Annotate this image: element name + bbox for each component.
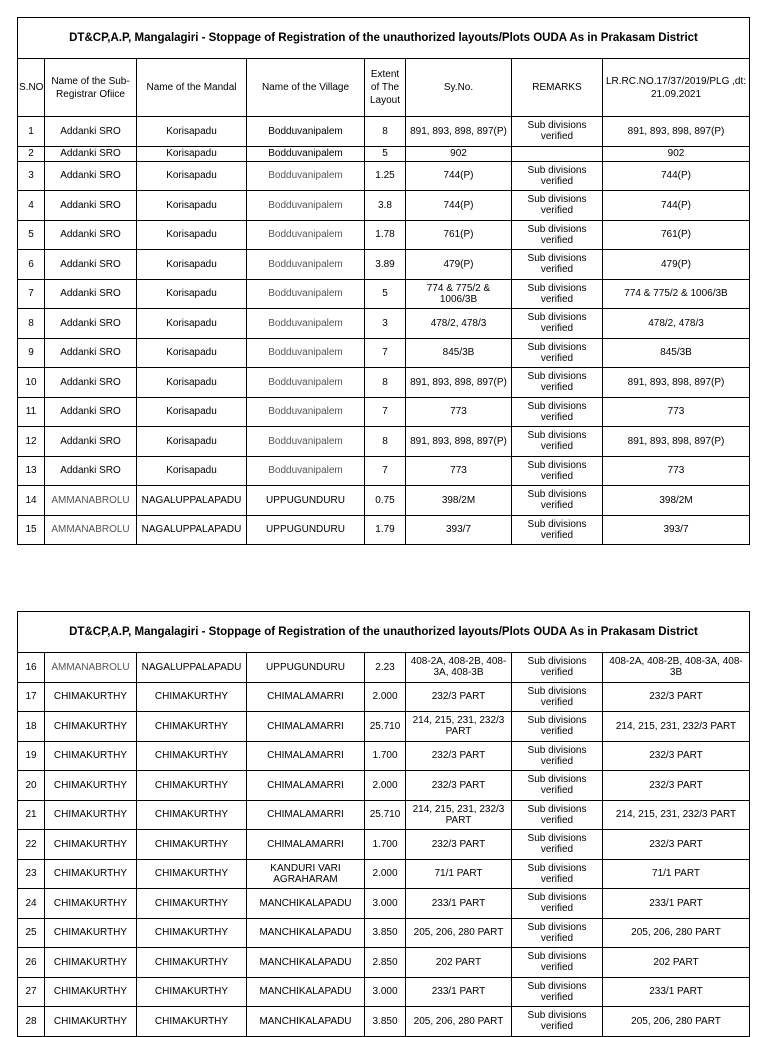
cell-remarks: Sub divisions verified bbox=[512, 889, 603, 919]
cell-sro: CHIMAKURTHY bbox=[45, 889, 137, 919]
header-village: Name of the Village bbox=[247, 59, 365, 117]
cell-extent: 8 bbox=[365, 368, 406, 398]
cell-mandal: CHIMAKURTHY bbox=[137, 712, 247, 742]
cell-village: MANCHIKALAPADU bbox=[247, 889, 365, 919]
cell-mandal: Korisapadu bbox=[137, 456, 247, 486]
table-row bbox=[18, 653, 750, 683]
cell-syno: 891, 893, 898, 897(P) bbox=[406, 368, 512, 398]
cell-lr-rc-no: 232/3 PART bbox=[603, 830, 750, 860]
cell-village: MANCHIKALAPADU bbox=[247, 1007, 365, 1037]
cell-village: Bodduvanipalem bbox=[247, 250, 365, 280]
cell-extent: 1.700 bbox=[365, 830, 406, 860]
cell-village: Bodduvanipalem bbox=[247, 191, 365, 221]
cell-village: KANDURI VARI AGRAHARAM bbox=[247, 859, 365, 889]
cell-village: CHIMALAMARRI bbox=[247, 800, 365, 830]
cell-extent: 1.25 bbox=[365, 161, 406, 191]
cell-lr-rc-no: 478/2, 478/3 bbox=[603, 309, 750, 339]
cell-village: Bodduvanipalem bbox=[247, 117, 365, 147]
cell-lr-rc-no: 393/7 bbox=[603, 515, 750, 545]
cell-syno: 774 & 775/2 & 1006/3B bbox=[406, 279, 512, 309]
cell-mandal: CHIMAKURTHY bbox=[137, 800, 247, 830]
table-row bbox=[18, 1007, 750, 1037]
cell-village: CHIMALAMARRI bbox=[247, 682, 365, 712]
cell-remarks: Sub divisions verified bbox=[512, 220, 603, 250]
cell-remarks: Sub divisions verified bbox=[512, 948, 603, 978]
cell-sno: 8 bbox=[18, 309, 45, 339]
cell-sno: 5 bbox=[18, 220, 45, 250]
cell-remarks: Sub divisions verified bbox=[512, 771, 603, 801]
cell-lr-rc-no: 891, 893, 898, 897(P) bbox=[603, 117, 750, 147]
cell-mandal: NAGALUPPALAPADU bbox=[137, 653, 247, 683]
table-row bbox=[18, 741, 750, 771]
cell-sro: CHIMAKURTHY bbox=[45, 977, 137, 1007]
cell-sno: 17 bbox=[18, 682, 45, 712]
header-mandal: Name of the Mandal bbox=[137, 59, 247, 117]
cell-lr-rc-no: 761(P) bbox=[603, 220, 750, 250]
table-row bbox=[18, 220, 750, 250]
cell-syno: 205, 206, 280 PART bbox=[406, 1007, 512, 1037]
table-row bbox=[18, 279, 750, 309]
cell-extent: 7 bbox=[365, 338, 406, 368]
cell-extent: 8 bbox=[365, 427, 406, 457]
header-row bbox=[18, 59, 750, 117]
header-sro: Name of the Sub-Registrar Ofiice bbox=[45, 59, 137, 117]
cell-syno: 232/3 PART bbox=[406, 741, 512, 771]
cell-village: Bodduvanipalem bbox=[247, 146, 365, 161]
cell-village: UPPUGUNDURU bbox=[247, 653, 365, 683]
cell-syno: 891, 893, 898, 897(P) bbox=[406, 117, 512, 147]
cell-village: Bodduvanipalem bbox=[247, 309, 365, 339]
cell-mandal: CHIMAKURTHY bbox=[137, 741, 247, 771]
layout-table-page-2 bbox=[17, 611, 750, 1037]
cell-lr-rc-no: 744(P) bbox=[603, 161, 750, 191]
cell-extent: 3.850 bbox=[365, 918, 406, 948]
cell-lr-rc-no: 205, 206, 280 PART bbox=[603, 1007, 750, 1037]
cell-sro: CHIMAKURTHY bbox=[45, 771, 137, 801]
cell-sno: 27 bbox=[18, 977, 45, 1007]
cell-lr-rc-no: 891, 893, 898, 897(P) bbox=[603, 427, 750, 457]
table-row bbox=[18, 977, 750, 1007]
cell-extent: 3.850 bbox=[365, 1007, 406, 1037]
cell-sro: Addanki SRO bbox=[45, 191, 137, 221]
cell-remarks: Sub divisions verified bbox=[512, 859, 603, 889]
cell-mandal: Korisapadu bbox=[137, 427, 247, 457]
cell-sro: Addanki SRO bbox=[45, 117, 137, 147]
cell-syno: 773 bbox=[406, 397, 512, 427]
cell-syno: 393/7 bbox=[406, 515, 512, 545]
cell-mandal: CHIMAKURTHY bbox=[137, 948, 247, 978]
header-extent: Extent of The Layout bbox=[365, 59, 406, 117]
table-title: DT&CP,A.P, Mangalagiri - Stoppage of Registration of the unauthorized layouts/Plots OUDA As in Prakasam District bbox=[18, 612, 750, 653]
cell-sro: Addanki SRO bbox=[45, 456, 137, 486]
cell-remarks: Sub divisions verified bbox=[512, 977, 603, 1007]
cell-remarks: Sub divisions verified bbox=[512, 338, 603, 368]
cell-syno: 214, 215, 231, 232/3 PART bbox=[406, 712, 512, 742]
cell-extent: 3.8 bbox=[365, 191, 406, 221]
cell-sro: Addanki SRO bbox=[45, 279, 137, 309]
cell-remarks: Sub divisions verified bbox=[512, 653, 603, 683]
cell-village: UPPUGUNDURU bbox=[247, 515, 365, 545]
cell-village: Bodduvanipalem bbox=[247, 279, 365, 309]
cell-mandal: CHIMAKURTHY bbox=[137, 771, 247, 801]
cell-syno: 232/3 PART bbox=[406, 682, 512, 712]
cell-sro: Addanki SRO bbox=[45, 338, 137, 368]
cell-extent: 3.000 bbox=[365, 889, 406, 919]
cell-extent: 2.850 bbox=[365, 948, 406, 978]
cell-lr-rc-no: 205, 206, 280 PART bbox=[603, 918, 750, 948]
cell-mandal: CHIMAKURTHY bbox=[137, 859, 247, 889]
cell-sro: CHIMAKURTHY bbox=[45, 741, 137, 771]
cell-remarks: Sub divisions verified bbox=[512, 515, 603, 545]
cell-remarks: Sub divisions verified bbox=[512, 161, 603, 191]
cell-sno: 15 bbox=[18, 515, 45, 545]
cell-mandal: Korisapadu bbox=[137, 279, 247, 309]
cell-extent: 3.000 bbox=[365, 977, 406, 1007]
cell-lr-rc-no: 232/3 PART bbox=[603, 771, 750, 801]
cell-sno: 16 bbox=[18, 653, 45, 683]
table-row bbox=[18, 117, 750, 147]
cell-sno: 7 bbox=[18, 279, 45, 309]
cell-sro: AMMANABROLU bbox=[45, 515, 137, 545]
cell-sno: 22 bbox=[18, 830, 45, 860]
cell-syno: 214, 215, 231, 232/3 PART bbox=[406, 800, 512, 830]
table-row bbox=[18, 918, 750, 948]
cell-sro: CHIMAKURTHY bbox=[45, 948, 137, 978]
cell-syno: 891, 893, 898, 897(P) bbox=[406, 427, 512, 457]
cell-mandal: NAGALUPPALAPADU bbox=[137, 486, 247, 516]
header-remarks: REMARKS bbox=[512, 59, 603, 117]
cell-sro: Addanki SRO bbox=[45, 161, 137, 191]
table-row bbox=[18, 712, 750, 742]
table-row bbox=[18, 948, 750, 978]
cell-lr-rc-no: 232/3 PART bbox=[603, 682, 750, 712]
layout-table-page-1 bbox=[17, 17, 750, 545]
cell-sno: 28 bbox=[18, 1007, 45, 1037]
table-row bbox=[18, 830, 750, 860]
cell-village: CHIMALAMARRI bbox=[247, 741, 365, 771]
table-row bbox=[18, 250, 750, 280]
cell-sro: Addanki SRO bbox=[45, 368, 137, 398]
cell-village: CHIMALAMARRI bbox=[247, 771, 365, 801]
header-sno: S.NO bbox=[18, 59, 45, 117]
cell-syno: 232/3 PART bbox=[406, 830, 512, 860]
cell-syno: 478/2, 478/3 bbox=[406, 309, 512, 339]
cell-extent: 5 bbox=[365, 146, 406, 161]
cell-sno: 18 bbox=[18, 712, 45, 742]
cell-syno: 71/1 PART bbox=[406, 859, 512, 889]
cell-syno: 408-2A, 408-2B, 408-3A, 408-3B bbox=[406, 653, 512, 683]
cell-mandal: CHIMAKURTHY bbox=[137, 830, 247, 860]
cell-village: UPPUGUNDURU bbox=[247, 486, 365, 516]
cell-extent: 3 bbox=[365, 309, 406, 339]
cell-lr-rc-no: 408-2A, 408-2B, 408-3A, 408-3B bbox=[603, 653, 750, 683]
cell-sno: 19 bbox=[18, 741, 45, 771]
cell-sro: Addanki SRO bbox=[45, 220, 137, 250]
table-row bbox=[18, 368, 750, 398]
cell-remarks: Sub divisions verified bbox=[512, 486, 603, 516]
cell-village: MANCHIKALAPADU bbox=[247, 977, 365, 1007]
cell-sro: CHIMAKURTHY bbox=[45, 830, 137, 860]
cell-lr-rc-no: 214, 215, 231, 232/3 PART bbox=[603, 712, 750, 742]
cell-extent: 2.000 bbox=[365, 682, 406, 712]
cell-lr-rc-no: 773 bbox=[603, 456, 750, 486]
table-row bbox=[18, 456, 750, 486]
cell-sno: 6 bbox=[18, 250, 45, 280]
cell-sno: 4 bbox=[18, 191, 45, 221]
header-lr-rc-no: LR.RC.NO.17/37/2019/PLG ,dt: 21.09.2021 bbox=[603, 59, 750, 117]
cell-extent: 3.89 bbox=[365, 250, 406, 280]
cell-syno: 398/2M bbox=[406, 486, 512, 516]
cell-lr-rc-no: 233/1 PART bbox=[603, 889, 750, 919]
cell-sno: 14 bbox=[18, 486, 45, 516]
cell-syno: 233/1 PART bbox=[406, 977, 512, 1007]
cell-remarks: Sub divisions verified bbox=[512, 456, 603, 486]
cell-extent: 25.710 bbox=[365, 712, 406, 742]
cell-remarks: Sub divisions verified bbox=[512, 117, 603, 147]
cell-remarks: Sub divisions verified bbox=[512, 682, 603, 712]
table-row bbox=[18, 800, 750, 830]
cell-village: Bodduvanipalem bbox=[247, 397, 365, 427]
cell-mandal: Korisapadu bbox=[137, 338, 247, 368]
cell-mandal: CHIMAKURTHY bbox=[137, 889, 247, 919]
cell-extent: 1.700 bbox=[365, 741, 406, 771]
cell-extent: 0.75 bbox=[365, 486, 406, 516]
cell-lr-rc-no: 845/3B bbox=[603, 338, 750, 368]
cell-lr-rc-no: 233/1 PART bbox=[603, 977, 750, 1007]
header-syno: Sy.No. bbox=[406, 59, 512, 117]
cell-mandal: CHIMAKURTHY bbox=[137, 682, 247, 712]
cell-sno: 12 bbox=[18, 427, 45, 457]
cell-lr-rc-no: 774 & 775/2 & 1006/3B bbox=[603, 279, 750, 309]
cell-syno: 744(P) bbox=[406, 191, 512, 221]
cell-extent: 2.23 bbox=[365, 653, 406, 683]
cell-remarks: Sub divisions verified bbox=[512, 1007, 603, 1037]
cell-remarks: Sub divisions verified bbox=[512, 279, 603, 309]
table-row bbox=[18, 771, 750, 801]
cell-sno: 10 bbox=[18, 368, 45, 398]
cell-extent: 2.000 bbox=[365, 771, 406, 801]
cell-sro: CHIMAKURTHY bbox=[45, 712, 137, 742]
cell-remarks: Sub divisions verified bbox=[512, 250, 603, 280]
cell-sro: CHIMAKURTHY bbox=[45, 800, 137, 830]
cell-remarks: Sub divisions verified bbox=[512, 309, 603, 339]
cell-lr-rc-no: 902 bbox=[603, 146, 750, 161]
table-row bbox=[18, 515, 750, 545]
cell-remarks: Sub divisions verified bbox=[512, 368, 603, 398]
cell-extent: 5 bbox=[365, 279, 406, 309]
cell-village: Bodduvanipalem bbox=[247, 220, 365, 250]
cell-sno: 24 bbox=[18, 889, 45, 919]
cell-extent: 2.000 bbox=[365, 859, 406, 889]
cell-remarks: Sub divisions verified bbox=[512, 191, 603, 221]
cell-village: Bodduvanipalem bbox=[247, 427, 365, 457]
table-title: DT&CP,A.P, Mangalagiri - Stoppage of Registration of the unauthorized layouts/Plots OUDA As in Prakasam District bbox=[18, 18, 750, 59]
cell-extent: 8 bbox=[365, 117, 406, 147]
table-row bbox=[18, 427, 750, 457]
cell-sro: CHIMAKURTHY bbox=[45, 859, 137, 889]
table-row bbox=[18, 161, 750, 191]
cell-lr-rc-no: 773 bbox=[603, 397, 750, 427]
cell-extent: 7 bbox=[365, 456, 406, 486]
cell-extent: 7 bbox=[365, 397, 406, 427]
cell-mandal: Korisapadu bbox=[137, 368, 247, 398]
cell-syno: 744(P) bbox=[406, 161, 512, 191]
cell-mandal: Korisapadu bbox=[137, 220, 247, 250]
cell-syno: 773 bbox=[406, 456, 512, 486]
cell-sno: 9 bbox=[18, 338, 45, 368]
cell-remarks: Sub divisions verified bbox=[512, 427, 603, 457]
cell-sno: 2 bbox=[18, 146, 45, 161]
table-row bbox=[18, 338, 750, 368]
table-row bbox=[18, 397, 750, 427]
cell-mandal: Korisapadu bbox=[137, 397, 247, 427]
cell-remarks: Sub divisions verified bbox=[512, 800, 603, 830]
table-row bbox=[18, 309, 750, 339]
cell-lr-rc-no: 202 PART bbox=[603, 948, 750, 978]
cell-remarks: Sub divisions verified bbox=[512, 830, 603, 860]
cell-syno: 233/1 PART bbox=[406, 889, 512, 919]
cell-sro: AMMANABROLU bbox=[45, 653, 137, 683]
table-row bbox=[18, 486, 750, 516]
table-row bbox=[18, 682, 750, 712]
cell-lr-rc-no: 398/2M bbox=[603, 486, 750, 516]
cell-mandal: CHIMAKURTHY bbox=[137, 918, 247, 948]
cell-mandal: CHIMAKURTHY bbox=[137, 1007, 247, 1037]
table-row bbox=[18, 889, 750, 919]
cell-sno: 3 bbox=[18, 161, 45, 191]
cell-lr-rc-no: 214, 215, 231, 232/3 PART bbox=[603, 800, 750, 830]
cell-remarks: Sub divisions verified bbox=[512, 741, 603, 771]
table-row bbox=[18, 191, 750, 221]
cell-sro: Addanki SRO bbox=[45, 146, 137, 161]
cell-sno: 21 bbox=[18, 800, 45, 830]
cell-mandal: CHIMAKURTHY bbox=[137, 977, 247, 1007]
cell-village: Bodduvanipalem bbox=[247, 368, 365, 398]
table-row bbox=[18, 146, 750, 161]
cell-sno: 26 bbox=[18, 948, 45, 978]
cell-village: MANCHIKALAPADU bbox=[247, 948, 365, 978]
cell-village: CHIMALAMARRI bbox=[247, 830, 365, 860]
cell-extent: 25.710 bbox=[365, 800, 406, 830]
cell-mandal: NAGALUPPALAPADU bbox=[137, 515, 247, 545]
cell-mandal: Korisapadu bbox=[137, 161, 247, 191]
cell-lr-rc-no: 232/3 PART bbox=[603, 741, 750, 771]
cell-remarks: Sub divisions verified bbox=[512, 712, 603, 742]
cell-sro: Addanki SRO bbox=[45, 427, 137, 457]
cell-sno: 20 bbox=[18, 771, 45, 801]
cell-lr-rc-no: 71/1 PART bbox=[603, 859, 750, 889]
cell-sro: Addanki SRO bbox=[45, 397, 137, 427]
cell-remarks: Sub divisions verified bbox=[512, 397, 603, 427]
cell-village: MANCHIKALAPADU bbox=[247, 918, 365, 948]
cell-sno: 11 bbox=[18, 397, 45, 427]
cell-sro: CHIMAKURTHY bbox=[45, 682, 137, 712]
cell-mandal: Korisapadu bbox=[137, 146, 247, 161]
cell-village: Bodduvanipalem bbox=[247, 456, 365, 486]
cell-sro: CHIMAKURTHY bbox=[45, 1007, 137, 1037]
cell-sro: Addanki SRO bbox=[45, 309, 137, 339]
cell-mandal: Korisapadu bbox=[137, 191, 247, 221]
cell-sno: 1 bbox=[18, 117, 45, 147]
cell-sro: Addanki SRO bbox=[45, 250, 137, 280]
cell-remarks bbox=[512, 146, 603, 161]
cell-sno: 13 bbox=[18, 456, 45, 486]
cell-syno: 232/3 PART bbox=[406, 771, 512, 801]
cell-syno: 761(P) bbox=[406, 220, 512, 250]
cell-syno: 202 PART bbox=[406, 948, 512, 978]
cell-remarks: Sub divisions verified bbox=[512, 918, 603, 948]
cell-sno: 25 bbox=[18, 918, 45, 948]
cell-village: Bodduvanipalem bbox=[247, 338, 365, 368]
cell-village: Bodduvanipalem bbox=[247, 161, 365, 191]
cell-mandal: Korisapadu bbox=[137, 250, 247, 280]
cell-sro: AMMANABROLU bbox=[45, 486, 137, 516]
cell-sno: 23 bbox=[18, 859, 45, 889]
cell-syno: 479(P) bbox=[406, 250, 512, 280]
cell-lr-rc-no: 479(P) bbox=[603, 250, 750, 280]
cell-mandal: Korisapadu bbox=[137, 117, 247, 147]
cell-lr-rc-no: 891, 893, 898, 897(P) bbox=[603, 368, 750, 398]
table-row bbox=[18, 859, 750, 889]
cell-syno: 902 bbox=[406, 146, 512, 161]
cell-extent: 1.79 bbox=[365, 515, 406, 545]
cell-syno: 845/3B bbox=[406, 338, 512, 368]
cell-extent: 1.78 bbox=[365, 220, 406, 250]
cell-village: CHIMALAMARRI bbox=[247, 712, 365, 742]
cell-mandal: Korisapadu bbox=[137, 309, 247, 339]
cell-lr-rc-no: 744(P) bbox=[603, 191, 750, 221]
cell-sro: CHIMAKURTHY bbox=[45, 918, 137, 948]
cell-syno: 205, 206, 280 PART bbox=[406, 918, 512, 948]
